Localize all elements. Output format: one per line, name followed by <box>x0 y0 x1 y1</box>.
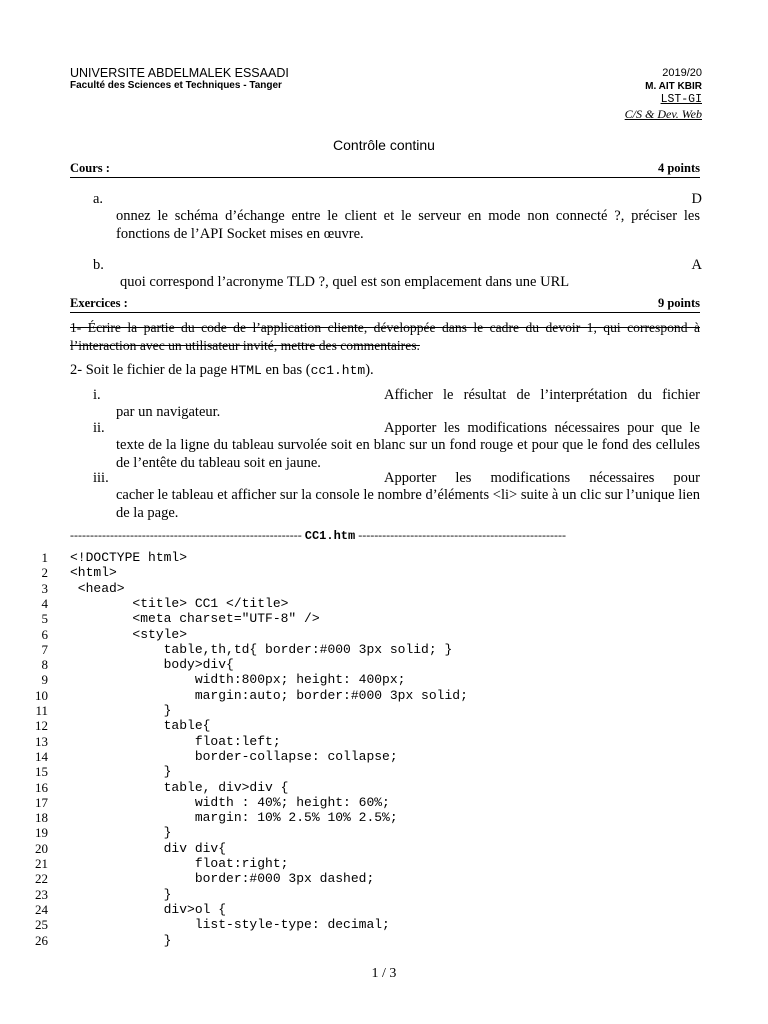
code-line: border-collapse: collapse; <box>70 748 398 764</box>
code-line: table, div>div { <box>70 779 289 795</box>
code-separator <box>70 528 700 543</box>
code-line-number: 13 <box>35 733 48 749</box>
code-line: } <box>70 932 172 948</box>
code-line-number: 3 <box>41 580 48 596</box>
code-line-number: 5 <box>41 611 48 627</box>
code-line: border:#000 3px dashed; <box>70 871 375 887</box>
code-line-number: 19 <box>35 825 48 841</box>
code-line: <!DOCTYPE html> <box>70 550 188 565</box>
code-line-number: 22 <box>35 871 48 887</box>
subitem-i-num: i. <box>93 387 101 403</box>
code-line-number: 7 <box>41 641 48 657</box>
code-line: } <box>70 886 172 902</box>
subitem-ii-num: ii. <box>93 420 105 436</box>
code-line-number: 20 <box>35 840 48 856</box>
question-a-first-char: D <box>691 191 702 207</box>
code-line: float:left; <box>70 733 281 749</box>
code-line-number: 8 <box>41 657 48 673</box>
code-line-number: 23 <box>35 886 48 902</box>
code-line-number: 2 <box>41 565 48 581</box>
code-line-number: 18 <box>35 810 48 826</box>
exercise-2-file: cc1.htm <box>310 363 366 378</box>
code-line-number: 9 <box>41 672 48 688</box>
code-line: margin: 10% 2.5% 10% 2.5%; <box>70 810 398 826</box>
code-line-number: 11 <box>35 703 48 718</box>
code-line: <title> CC1 </title> <box>70 595 289 611</box>
code-line: float:right; <box>70 856 289 871</box>
code-line-number: 1 <box>41 550 48 565</box>
code-line-number: 15 <box>35 764 48 780</box>
code-line: <meta charset="UTF-8" /> <box>70 611 320 627</box>
code-line: margin:auto; border:#000 3px solid; <box>70 687 468 703</box>
subitem-iii-first: Apporter les modifications nécessaires pour <box>384 470 700 486</box>
exercise-1-text: 1- Écrire la partie du code de l’application cliente, développée dans le cadre du devoir 1, qui correspond à l’interaction avec un utilisateur invité, mettre des commentaires. <box>70 320 700 353</box>
code-line: } <box>70 764 172 780</box>
code-line: width:800px; height: 400px; <box>70 672 406 688</box>
separator-left: ---------------------------------------------------------- <box>70 528 302 542</box>
subitem-ii-first: Apporter les modifications nécessaires pour que le <box>384 420 700 436</box>
subitem-ii-rest: texte de la ligne du tableau survolée soit en blanc sur un fond rouge et pour que le fond des cellules de l’entête du tableau soit en jaune. <box>116 437 700 471</box>
faculty-name: Faculté des Sciences et Techniques - Tanger <box>70 80 282 91</box>
code-line-number: 6 <box>41 626 48 642</box>
code-line: div>ol { <box>70 901 227 917</box>
code-line-number: 26 <box>35 932 48 948</box>
cours-label: Cours : <box>70 161 110 175</box>
exercise-2-html: HTML <box>230 363 262 378</box>
exercise-2-text <box>70 361 374 380</box>
code-line: div div{ <box>70 840 227 856</box>
question-a-body: onnez le schéma d’échange entre le client et le serveur en mode non connecté ?, préciser les fonctions de l’API Socket mises en œuvre. <box>116 208 700 242</box>
code-line-number: 17 <box>35 794 48 810</box>
code-line: list-style-type: decimal; <box>70 917 390 933</box>
separator-label: CC1.htm <box>304 529 356 543</box>
question-b-first-char: A <box>691 257 702 273</box>
subitem-i-rest: par un navigateur. <box>116 404 221 420</box>
question-b-body: quoi correspond l’acronyme TLD ?, quel est son emplacement dans une URL <box>120 274 570 290</box>
cours-section-header <box>70 161 700 178</box>
code-line: table{ <box>70 718 211 734</box>
code-line-number: 16 <box>35 779 48 795</box>
code-line: <head> <box>70 580 125 596</box>
question-a-letter: a. <box>93 191 104 207</box>
page-title: Contrôle continu <box>333 137 435 153</box>
exercise-2-suffix: ). <box>365 362 374 378</box>
page-number: 1 / 3 <box>371 966 397 981</box>
exercise-2-mid: en bas ( <box>261 362 311 378</box>
code-line-number: 12 <box>35 718 48 734</box>
code-line-number: 24 <box>35 901 48 917</box>
code-line-number: 25 <box>35 917 48 933</box>
code-line: } <box>70 825 172 841</box>
module-name: C/S & Dev. Web <box>624 107 702 121</box>
code-line-number: 21 <box>35 856 48 871</box>
code-line-number: 4 <box>41 595 48 611</box>
code-line: <html> <box>70 565 117 581</box>
subitem-iii-rest: cacher le tableau et afficher sur la console le nombre d’éléments <li> suite à un clic sur l’unique lien de la page. <box>116 487 700 521</box>
code-line: <style> <box>70 626 188 642</box>
code-line: body>div{ <box>70 657 234 673</box>
university-name: UNIVERSITE ABDELMALEK ESSAADI <box>70 66 289 80</box>
exercices-label: Exercices : <box>70 296 128 310</box>
code-line: width : 40%; height: 60%; <box>70 794 390 810</box>
code-line: } <box>70 703 172 718</box>
code-line-number: 14 <box>35 748 48 764</box>
subitem-iii-num: iii. <box>93 470 109 486</box>
subitem-i-first: Afficher le résultat de l’interprétation du fichier <box>384 387 700 403</box>
exercices-points: 9 points <box>657 296 700 310</box>
exercices-section-header <box>70 296 700 313</box>
professor-name: M. AIT KBIR <box>645 81 702 92</box>
code-line-number: 10 <box>35 687 48 703</box>
question-b-letter: b. <box>93 257 104 273</box>
code-line: table,th,td{ border:#000 3px solid; } <box>70 641 453 657</box>
exercise-2-prefix: 2- Soit le fichier de la page <box>70 362 231 378</box>
cours-points: 4 points <box>657 161 700 175</box>
separator-right: ---------------------------------------------------- <box>358 528 566 542</box>
academic-year: 2019/20 <box>662 67 702 79</box>
program-name: LST-GI <box>660 93 702 106</box>
